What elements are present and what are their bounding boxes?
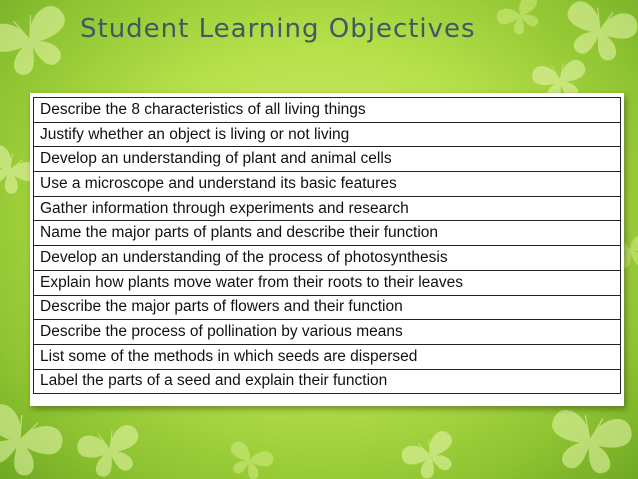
objective-cell: Describe the major parts of flowers and their function [34, 295, 621, 320]
objective-cell: Label the parts of a seed and explain their function [34, 369, 621, 394]
objective-cell: Justify whether an object is living or not living [34, 122, 621, 147]
butterfly-icon [0, 3, 78, 83]
objective-cell: Develop an understanding of the process of photosynthesis [34, 246, 621, 271]
butterfly-icon [399, 429, 463, 479]
objectives-table-container [30, 93, 624, 406]
objective-cell: Develop an understanding of plant and animal cells [34, 147, 621, 172]
butterfly-icon [546, 408, 634, 477]
objective-cell: List some of the methods in which seeds are dispersed [34, 344, 621, 369]
butterfly-icon [494, 0, 548, 41]
table-row [34, 221, 621, 246]
objective-cell: Describe the process of pollination by various means [34, 320, 621, 345]
table-row [34, 172, 621, 197]
butterfly-icon [75, 423, 146, 479]
objective-cell: Use a microscope and understand its basic features [34, 172, 621, 197]
table-row [34, 369, 621, 394]
objective-cell: Explain how plants move water from their roots to their leaves [34, 270, 621, 295]
table-row [34, 147, 621, 172]
objective-cell: Gather information through experiments and research [34, 196, 621, 221]
objective-cell: Name the major parts of plants and describe their function [34, 221, 621, 246]
table-row [34, 344, 621, 369]
table-row [34, 270, 621, 295]
butterfly-icon [0, 400, 67, 479]
slide-title: Student Learning Objectives [80, 14, 476, 44]
table-row [34, 196, 621, 221]
table-row [34, 320, 621, 345]
butterfly-icon [559, 0, 638, 66]
table-row [34, 98, 621, 123]
table-row [34, 295, 621, 320]
table-row [34, 122, 621, 147]
table-row [34, 246, 621, 271]
butterfly-icon [223, 439, 275, 479]
objectives-table [33, 97, 621, 394]
objective-cell: Describe the 8 characteristics of all living things [34, 98, 621, 123]
